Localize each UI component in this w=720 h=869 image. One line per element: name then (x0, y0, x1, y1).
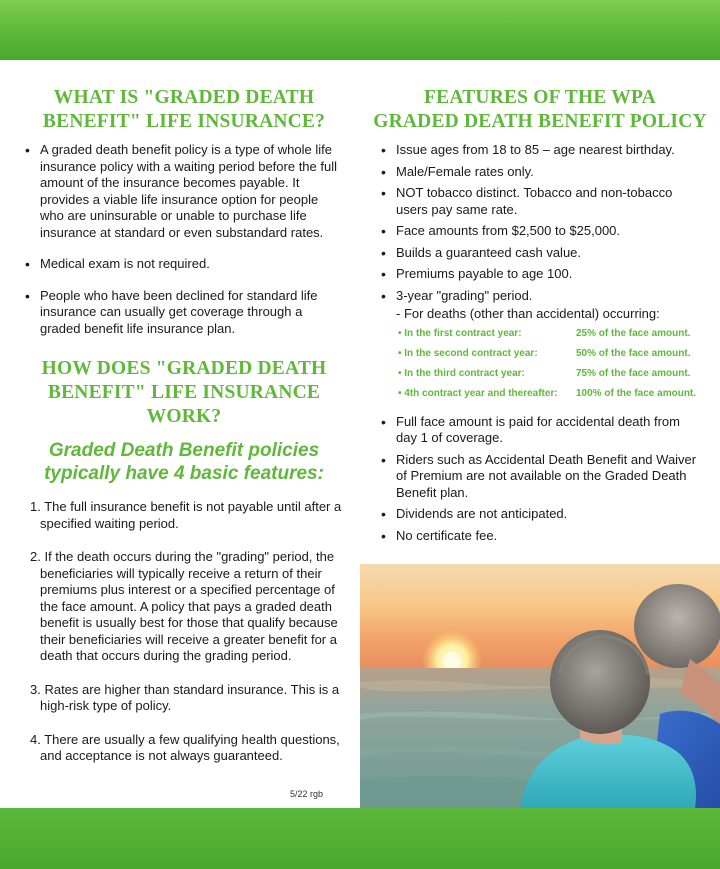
features-heading (370, 86, 710, 134)
features-heading-line1: FEATURES OF THE WPA (424, 87, 656, 108)
grading-intro: - For deaths (other than accidental) occurring: (396, 306, 660, 321)
grading-value: 100% of the face amount. (576, 387, 697, 399)
how-does-heading (18, 357, 350, 429)
list-item: 4. There are usually a few qualifying health questions, and acceptance is not always guaranteed. (30, 731, 340, 763)
bottom-green-band (0, 808, 720, 869)
grading-value: 25% of the face amount. (576, 327, 691, 339)
sunset-couple-photo (360, 564, 720, 808)
grading-value: 75% of the face amount. (576, 367, 691, 379)
what-is-bullet-list (24, 142, 344, 337)
list-item: • Full face amount is paid for accidental death from day 1 of coverage. (380, 414, 700, 447)
what-is-heading-line2: BENEFIT" LIFE INSURANCE? (42, 111, 326, 132)
grading-label: • In the first contract year: (398, 324, 522, 344)
features-subhead (24, 439, 344, 485)
list-item: • Issue ages from 18 to 85 – age nearest birthday. (380, 142, 700, 159)
left-column (24, 86, 344, 782)
grading-label: • In the second contract year: (398, 344, 538, 364)
list-item: • Face amounts from $2,500 to $25,000. (380, 223, 700, 240)
how-does-heading-line1: HOW DOES "GRADED DEATH (41, 358, 327, 379)
list-item: • Medical exam is not required. (24, 256, 344, 273)
policy-features-list-continued (380, 414, 700, 545)
basic-features-list (24, 499, 344, 765)
list-item: 2. If the death occurs during the "grading" period, the beneficiaries will typically receive a return of their premiums plus interest or a specified percentage of the face amount. A policy that pays a graded death benefit is usually best for those that qualify because their beneficiaries will receive a greater benefit for a death that occurs during the grading period. (30, 549, 338, 663)
policy-features-list (380, 142, 700, 304)
what-is-heading-line1: WHAT IS "GRADED DEATH (53, 87, 315, 108)
list-item: • Builds a guaranteed cash value. (380, 245, 700, 262)
footnote-code: 5/22 rgb (290, 789, 324, 799)
grading-row (380, 384, 700, 404)
list-item: • 3-year "grading" period. (380, 288, 700, 305)
grading-label: • In the third contract year: (398, 364, 525, 384)
top-green-band (0, 0, 720, 60)
list-item: 3. Rates are higher than standard insurance. This is a high-risk type of policy. (30, 681, 340, 713)
features-heading-line2: GRADED DEATH BENEFIT POLICY (373, 111, 707, 132)
list-item: • No certificate fee. (380, 528, 700, 545)
grading-value: 50% of the face amount. (576, 347, 691, 359)
list-item: • Premiums payable to age 100. (380, 266, 700, 283)
list-item: • A graded death benefit policy is a type of whole life insurance policy with a waiting period before the full amount of the insurance becomes payable. It provides a viable life insurance option for people who are uninsurable or unable to purchase life insurance at standard or even substandard rates. (24, 142, 344, 241)
sunset-couple-illustration (360, 564, 720, 808)
how-does-heading-line2: BENEFIT" LIFE INSURANCE WORK? (47, 382, 321, 427)
grading-schedule (380, 324, 700, 404)
grading-row (380, 344, 700, 364)
list-item: • Riders such as Accidental Death Benefit and Waiver of Premium are not available on the Graded Death Benefit plan. (380, 452, 700, 502)
list-item: 1. The full insurance benefit is not payable until after a specified waiting period. (30, 499, 342, 531)
grading-label: • 4th contract year and thereafter: (398, 384, 558, 404)
list-item: • People who have been declined for standard life insurance can usually get coverage through a graded benefit life insurance plan. (24, 288, 344, 338)
grading-row (380, 324, 700, 344)
list-item: • Male/Female rates only. (380, 164, 700, 181)
list-item: • NOT tobacco distinct. Tobacco and non-tobacco users pay same rate. (380, 185, 700, 218)
what-is-heading (24, 86, 344, 134)
features-subhead-line2: typically have 4 basic features: (44, 463, 324, 484)
grading-row (380, 364, 700, 384)
features-subhead-line1: Graded Death Benefit policies (48, 440, 320, 461)
list-item: • Dividends are not anticipated. (380, 506, 700, 523)
right-column (373, 86, 707, 549)
